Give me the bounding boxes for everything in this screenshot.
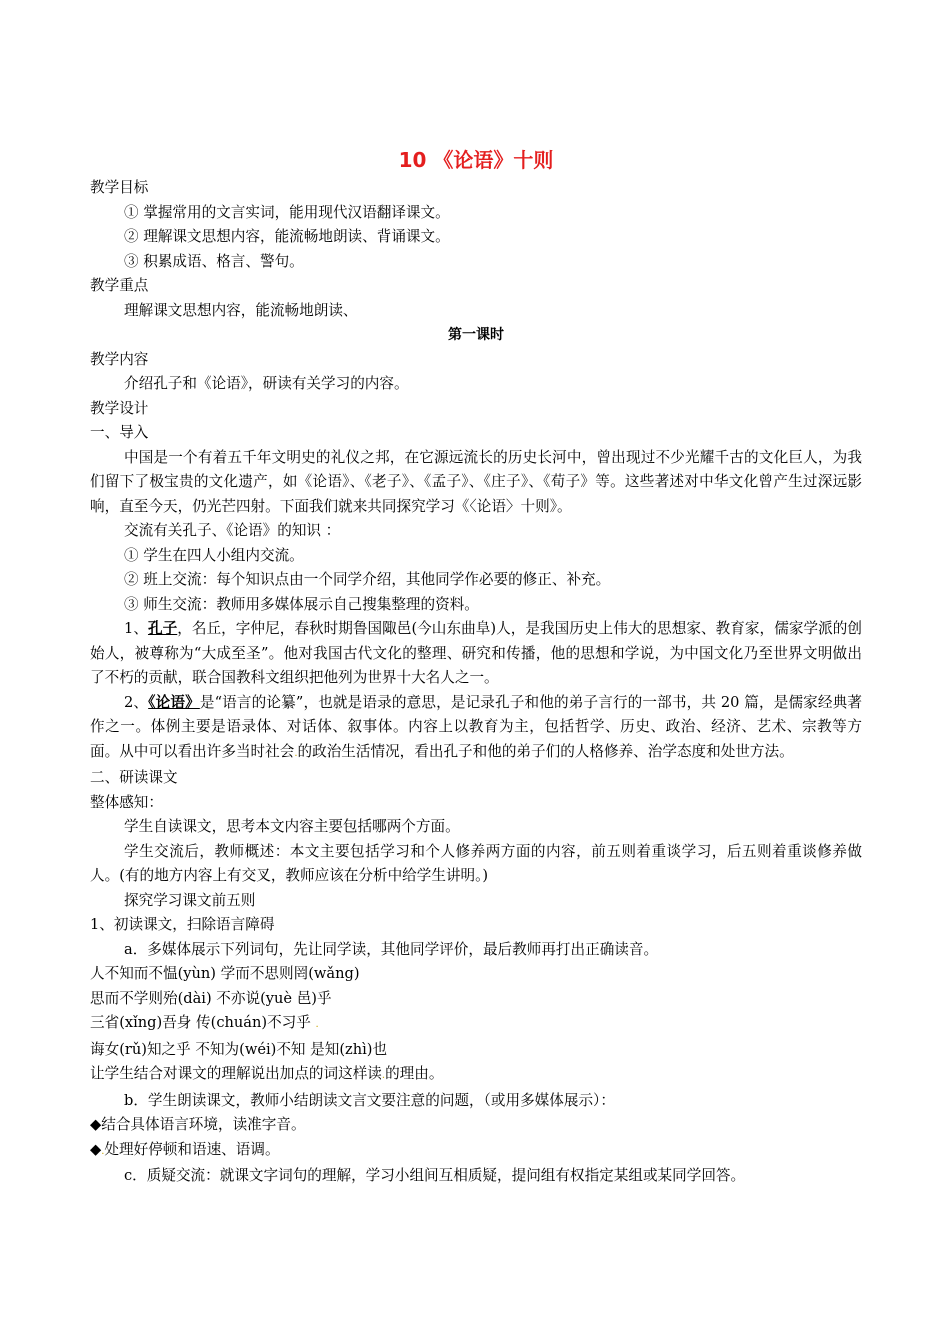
confucius-name: 孔子 bbox=[147, 620, 178, 637]
analects-text-b: 的政治生活情况，看出孔子和他的弟子们的人格修养、治学态度和处世方法。 bbox=[297, 742, 794, 760]
lesson-title: 第一课时 bbox=[448, 327, 504, 343]
dot-mark-icon: . bbox=[315, 1019, 319, 1030]
exchange-heading: 交流有关孔子、《论语》的知识 ： bbox=[124, 522, 341, 539]
content-heading: 教学内容 bbox=[90, 350, 149, 368]
goals-heading: 教学目标 bbox=[90, 179, 149, 196]
document-page bbox=[90, 146, 862, 1189]
reason-text bbox=[90, 1062, 862, 1089]
confucius-text: ，名丘，字仲尼，春秋时期鲁国陬邑(今山东曲阜)人，是我国历史上伟大的思想家、教育家，儒家学派的创始人，被尊称为“大成至圣”。他对我国古代文化的整理、研究和传播，他的思想和学说，为中国文化乃至世界文明做出了不朽的贡献，联合国教科文组织把他列为世界十大名人之一。 bbox=[90, 620, 862, 686]
step-a-text: a．多媒体展示下列词句，先让同学读，其他同学评价，最后教师再打出正确读音。 bbox=[124, 940, 659, 958]
explore-heading: 探究学习课文前五则 bbox=[124, 891, 256, 909]
bullet-item-2 bbox=[90, 1138, 862, 1165]
confucius-number: 1、 bbox=[124, 620, 148, 637]
confucius-paragraph bbox=[90, 617, 862, 691]
goal-item-1: ① 掌握常用的文言实词，能用现代汉语翻译课文。 bbox=[124, 203, 450, 221]
overall-paragraph-1: 学生自读课文，思考本文内容主要包括哪两个方面。 bbox=[124, 818, 460, 835]
exchange-item-3: ③ 师生交流：教师用多媒体展示自己搜集整理的资料。 bbox=[124, 595, 479, 613]
bullet-item-1: ◆结合具体语言环境，读准字音。 bbox=[90, 1116, 306, 1133]
pronunciation-line-1: 人不知而不愠(yùn) 学而不思则罔(wǎng) bbox=[90, 965, 360, 982]
overall-paragraph-2: 学生交流后，教师概述：本文主要包括学习和个人修养两方面的内容，前五则着重谈学习，后五则着重谈修养做人。(有的地方内容上有交叉，教师应该在分析中给学生讲明。) bbox=[90, 842, 862, 884]
dot-mark-icon: . bbox=[101, 1145, 105, 1157]
overall-heading: 整体感知： bbox=[90, 793, 163, 811]
bullet-item-2-text: 处理好停顿和语速、语调。 bbox=[104, 1140, 280, 1158]
exchange-item-2: ② 班上交流：每个知识点由一个同学介绍，其他同学作必要的修正、补充。 bbox=[124, 571, 611, 588]
reason-text-b: 的理由。 bbox=[385, 1065, 444, 1082]
pronunciation-line-3-text: 三省(xǐng)吾身 传(chuán)不习乎 bbox=[90, 1014, 311, 1031]
content-text: 介绍孔子和《论语》，研读有关学习的内容。 bbox=[124, 375, 409, 392]
pronunciation-line-3 bbox=[90, 1011, 862, 1038]
reason-text-a: 让学生结合对课文的理解说出加点的词这样读 bbox=[90, 1065, 382, 1082]
analects-paragraph bbox=[90, 691, 862, 767]
pronunciation-line-2: 思而不学则殆(dài) 不亦说(yuè 邑)乎 bbox=[90, 989, 332, 1007]
pronunciation-line-4: 诲女(rǔ)知之乎 不知为(wéi)不知 是知(zhì)也 bbox=[90, 1040, 388, 1058]
section-intro-heading: 一、导入 bbox=[90, 424, 149, 441]
diamond-bullet-icon: ◆ bbox=[90, 1140, 102, 1158]
design-heading: 教学设计 bbox=[90, 399, 149, 417]
goal-item-3: ③ 积累成语、格言、警句。 bbox=[124, 252, 304, 270]
analects-name: 《论语》 bbox=[148, 693, 200, 711]
dot-mark-icon: . bbox=[294, 747, 298, 759]
intro-paragraph: 中国是一个有着五千年文明史的礼仪之邦，在它源远流长的历史长河中，曾出现过不少光耀千古的文化巨人，为我们留下了极宝贵的文化遗产，如《论语》、《老子》、《孟子》、《庄子》、《荀子》等。这些著述对中华文化曾产生过深远影响，直至今天，仍光芒四射。下面我们就来共同探究学习《〈论语〉十则》。 bbox=[90, 448, 862, 515]
focus-text: 理解课文思想内容，能流畅地朗读、 bbox=[124, 301, 358, 319]
step-c-text: c．质疑交流：就课文字词句的理解，学习小组间互相质疑，提问组有权指定某组或某同学回答。 bbox=[124, 1167, 746, 1184]
exchange-item-1: ① 学生在四人小组内交流。 bbox=[124, 546, 304, 564]
dot-mark-icon: . bbox=[381, 1070, 386, 1081]
goal-item-2: ② 理解课文思想内容，能流畅地朗读、背诵课文。 bbox=[124, 228, 450, 245]
page-title: 10 《论语》十则 bbox=[398, 148, 554, 172]
analects-text-a: 是“语言的论纂”，也就是语录的意思，是记录孔子和他的弟子言行的一部书，共 20 篇，是儒家经典著作之一。体例主要是语录体、对话体、叙事体。内容上以教育为主，包括哲学、历史、政治、经济、艺术、宗教等方面。从中可以看出许多当时社会 bbox=[90, 693, 862, 760]
focus-heading: 教学重点 bbox=[90, 277, 149, 294]
section-study-heading: 二、研读课文 bbox=[90, 769, 178, 786]
step-1-heading: 1、初读课文，扫除语言障碍 bbox=[90, 916, 275, 933]
analects-number: 2、 bbox=[124, 693, 149, 711]
step-b-text: b．学生朗读课文，教师小结朗读文言文要注意的问题，（或用多媒体展示）： bbox=[124, 1091, 615, 1109]
